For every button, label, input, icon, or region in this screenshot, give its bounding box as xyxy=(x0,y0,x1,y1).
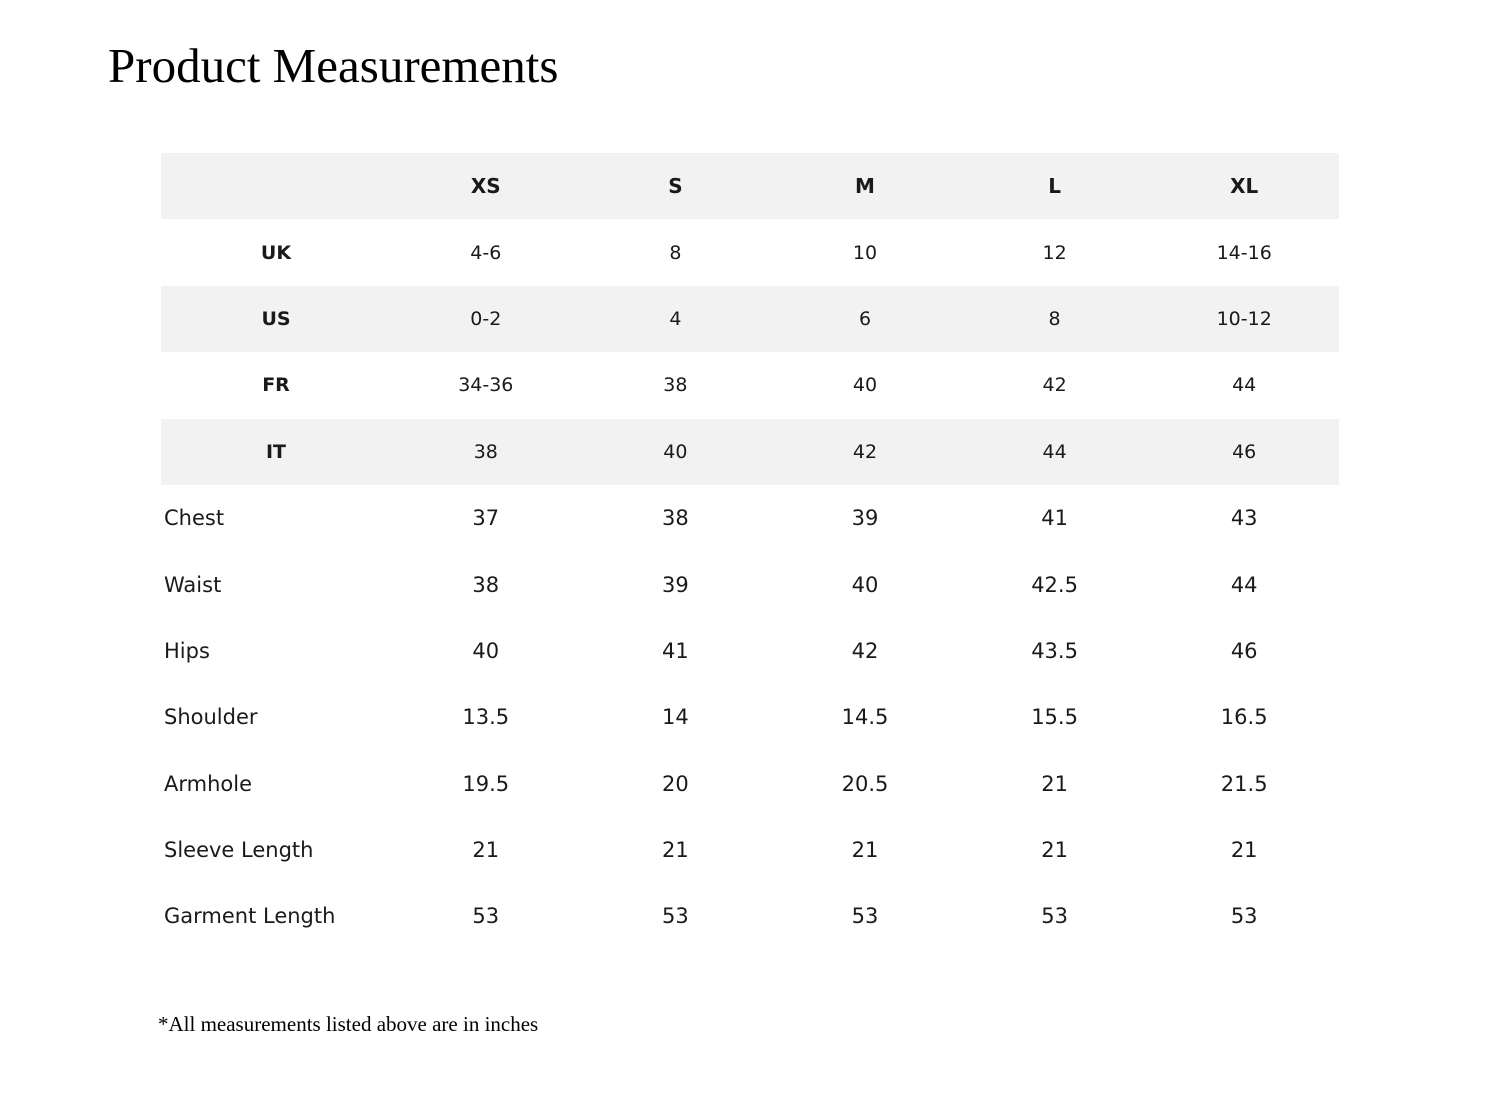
table-cell: 0-2 xyxy=(470,307,502,330)
measurement-row-waist xyxy=(161,551,1339,617)
table-cell: 21 xyxy=(851,838,879,863)
table-cell: 10 xyxy=(852,241,878,264)
table-cell: 40 xyxy=(663,440,688,463)
table-cell: 38 xyxy=(662,506,689,531)
table-cell: 21 xyxy=(1041,771,1068,796)
table-cell: 37 xyxy=(472,506,500,531)
table-cell: 14 xyxy=(662,705,689,730)
table-cell: 53 xyxy=(851,904,879,929)
measurement-label: Shoulder xyxy=(164,705,258,730)
table-cell: 42.5 xyxy=(1031,572,1078,597)
measurement-footnote: *All measurements listed above are in inches xyxy=(158,1012,539,1036)
measurement-row-shoulder xyxy=(161,684,1339,750)
table-cell: 42 xyxy=(851,638,879,663)
region-label: US xyxy=(261,307,291,330)
table-cell: 21 xyxy=(1230,838,1258,863)
table-cell: 42 xyxy=(1042,374,1067,397)
table-cell: 16.5 xyxy=(1220,705,1268,730)
region-row-uk xyxy=(161,219,1339,285)
size-header-m: M xyxy=(855,174,875,199)
table-cell: 34-36 xyxy=(458,374,514,397)
table-cell: 44 xyxy=(1042,440,1067,463)
measurement-label: Armhole xyxy=(164,771,252,796)
table-cell: 12 xyxy=(1042,241,1067,264)
table-cell: 44 xyxy=(1232,374,1257,397)
table-cell: 14.5 xyxy=(841,705,889,730)
region-label: IT xyxy=(265,440,287,463)
measurement-row-armhole xyxy=(161,751,1339,817)
region-row-it xyxy=(161,419,1339,485)
table-cell: 41 xyxy=(662,638,689,663)
table-cell: 38 xyxy=(472,572,500,597)
table-cell: 53 xyxy=(1041,904,1068,929)
table-cell: 20.5 xyxy=(841,771,889,796)
size-header-xs: XS xyxy=(470,174,501,199)
measurement-row-hips xyxy=(161,618,1339,684)
table-cell: 21 xyxy=(472,838,500,863)
region-row-us xyxy=(161,286,1339,352)
measurement-row-sleeve-length xyxy=(161,817,1339,883)
size-header-row xyxy=(161,153,1339,219)
table-cell: 8 xyxy=(669,241,682,264)
table-cell: 13.5 xyxy=(462,705,510,730)
region-row-fr xyxy=(161,352,1339,418)
measurement-label: Garment Length xyxy=(164,904,336,929)
table-cell: 40 xyxy=(852,374,878,397)
table-cell: 4 xyxy=(669,307,682,330)
table-cell: 20 xyxy=(662,771,689,796)
measurement-label: Chest xyxy=(164,506,225,531)
table-cell: 39 xyxy=(851,506,879,531)
measurement-row-garment-length xyxy=(161,883,1339,949)
table-cell: 8 xyxy=(1048,307,1061,330)
table-cell: 53 xyxy=(472,904,500,929)
header-empty-cell xyxy=(161,153,391,219)
table-cell: 39 xyxy=(662,572,689,597)
region-label: FR xyxy=(262,374,290,397)
table-cell: 21 xyxy=(662,838,689,863)
table-cell: 43.5 xyxy=(1031,638,1078,663)
measurement-row-chest xyxy=(161,485,1339,551)
table-cell: 4-6 xyxy=(470,241,502,264)
size-header-xl: XL xyxy=(1230,174,1259,199)
table-cell: 53 xyxy=(1230,904,1258,929)
table-cell: 15.5 xyxy=(1031,705,1078,730)
table-cell: 38 xyxy=(663,374,688,397)
table-cell: 41 xyxy=(1041,506,1068,531)
table-cell: 40 xyxy=(851,572,879,597)
page-title: Product Measurements xyxy=(108,38,559,93)
table-cell: 53 xyxy=(662,904,689,929)
table-cell: 38 xyxy=(473,440,498,463)
size-chart-table xyxy=(161,153,1339,950)
table-cell: 21.5 xyxy=(1220,771,1268,796)
table-cell: 44 xyxy=(1230,572,1258,597)
table-cell: 43 xyxy=(1230,506,1258,531)
table-cell: 19.5 xyxy=(462,771,510,796)
table-cell: 46 xyxy=(1232,440,1257,463)
table-cell: 6 xyxy=(858,307,872,330)
table-cell: 46 xyxy=(1230,638,1258,663)
table-cell: 42 xyxy=(852,440,878,463)
table-cell: 14-16 xyxy=(1216,241,1272,264)
measurement-label: Waist xyxy=(164,572,222,597)
size-header-l: L xyxy=(1048,174,1061,199)
size-header-s: S xyxy=(668,174,683,199)
measurement-label: Sleeve Length xyxy=(164,838,314,863)
table-cell: 40 xyxy=(472,638,500,663)
measurement-label: Hips xyxy=(164,638,210,663)
region-label: UK xyxy=(260,241,292,264)
table-cell: 10-12 xyxy=(1216,307,1272,330)
table-cell: 21 xyxy=(1041,838,1068,863)
